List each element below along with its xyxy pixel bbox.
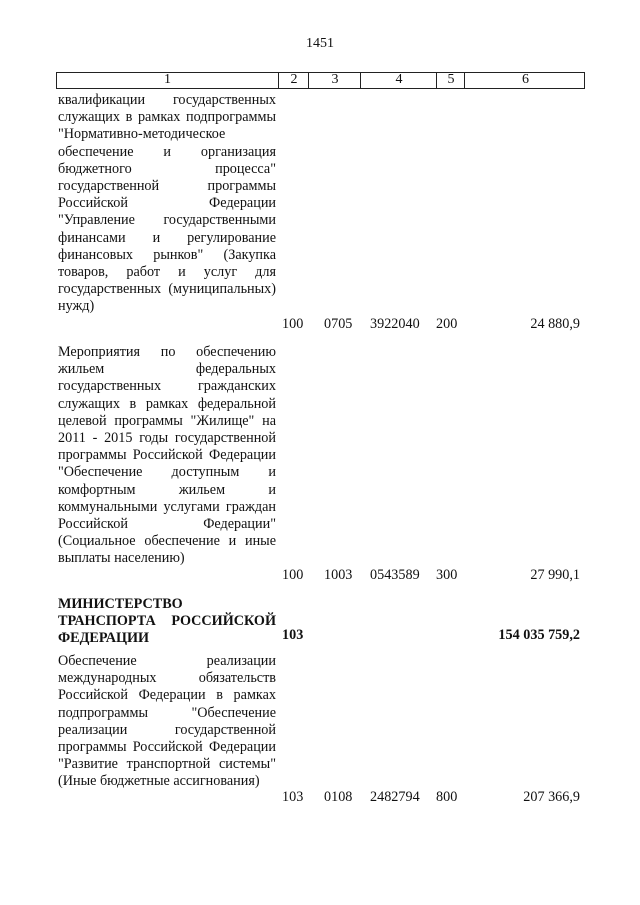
page-number: 1451: [306, 36, 334, 51]
row-3-ministry-code: 103: [282, 627, 304, 643]
row-2-target-code: 0543589: [370, 567, 420, 583]
header-col-1-label: 1: [164, 72, 171, 87]
row-3-ministry-heading: МИНИСТЕРСТВО ТРАНСПОРТА РОССИЙСКОЙ ФЕДЕРАЦИИ: [58, 596, 276, 647]
header-col-1: [57, 73, 278, 88]
header-col-5: [436, 73, 465, 88]
row-4-amount: 207 366,9: [523, 789, 580, 805]
row-2-description: Мероприятия по обеспечению жильем федеральных государственных гражданских служащих в рамках федеральной целевой программы "Жилище" на 2011 - 2015 годы государственной программы Российской Федерации "Обеспечение доступным и комфортным жильем и коммунальными услугами граждан Российской Федерации" (Социальное обеспечение и иные выплаты населению): [58, 344, 276, 567]
header-col-3-label: 3: [331, 72, 339, 87]
row-1-ministry-code: 100: [282, 316, 304, 332]
row-2-expense-type: 300: [436, 567, 458, 583]
header-col-5-label: 5: [447, 72, 455, 87]
table-header-row: [56, 72, 585, 89]
row-4-target-code: 2482794: [370, 789, 420, 805]
row-4-ministry-code: 103: [282, 789, 304, 805]
row-2-amount: 27 990,1: [530, 567, 580, 583]
header-col-6-label: 6: [522, 72, 529, 87]
row-2-section-code: 1003: [324, 567, 353, 583]
row-1-description: квалификации государственных служащих в рамках подпрограммы "Нормативно-методическое обеспечение и организация бюджетного процесса" государственной программы Российской Федерации "Управление государственными финансами и регулирование финансовых рынков" (Закупка товаров, работ и услуг для государственных (муниципальных) нужд): [58, 92, 276, 315]
row-4-expense-type: 800: [436, 789, 458, 805]
row-4-section-code: 0108: [324, 789, 353, 805]
row-1-expense-type: 200: [436, 316, 458, 332]
header-col-4: [360, 73, 437, 88]
header-col-2-label: 2: [290, 72, 298, 87]
row-1-target-code: 3922040: [370, 316, 420, 332]
header-col-6: [464, 73, 586, 88]
row-1-section-code: 0705: [324, 316, 353, 332]
row-2-ministry-code: 100: [282, 567, 304, 583]
row-3-amount: 154 035 759,2: [498, 627, 580, 643]
header-col-4-label: 4: [395, 72, 403, 87]
header-col-2: [278, 73, 309, 88]
row-1-amount: 24 880,9: [530, 316, 580, 332]
header-col-3: [308, 73, 361, 88]
row-4-description: Обеспечение реализации международных обязательств Российской Федерации в рамках подпрограммы "Обеспечение реализации государственной программы Российской Федерации "Развитие транспортной системы" (Иные бюджетные ассигнования): [58, 653, 276, 790]
